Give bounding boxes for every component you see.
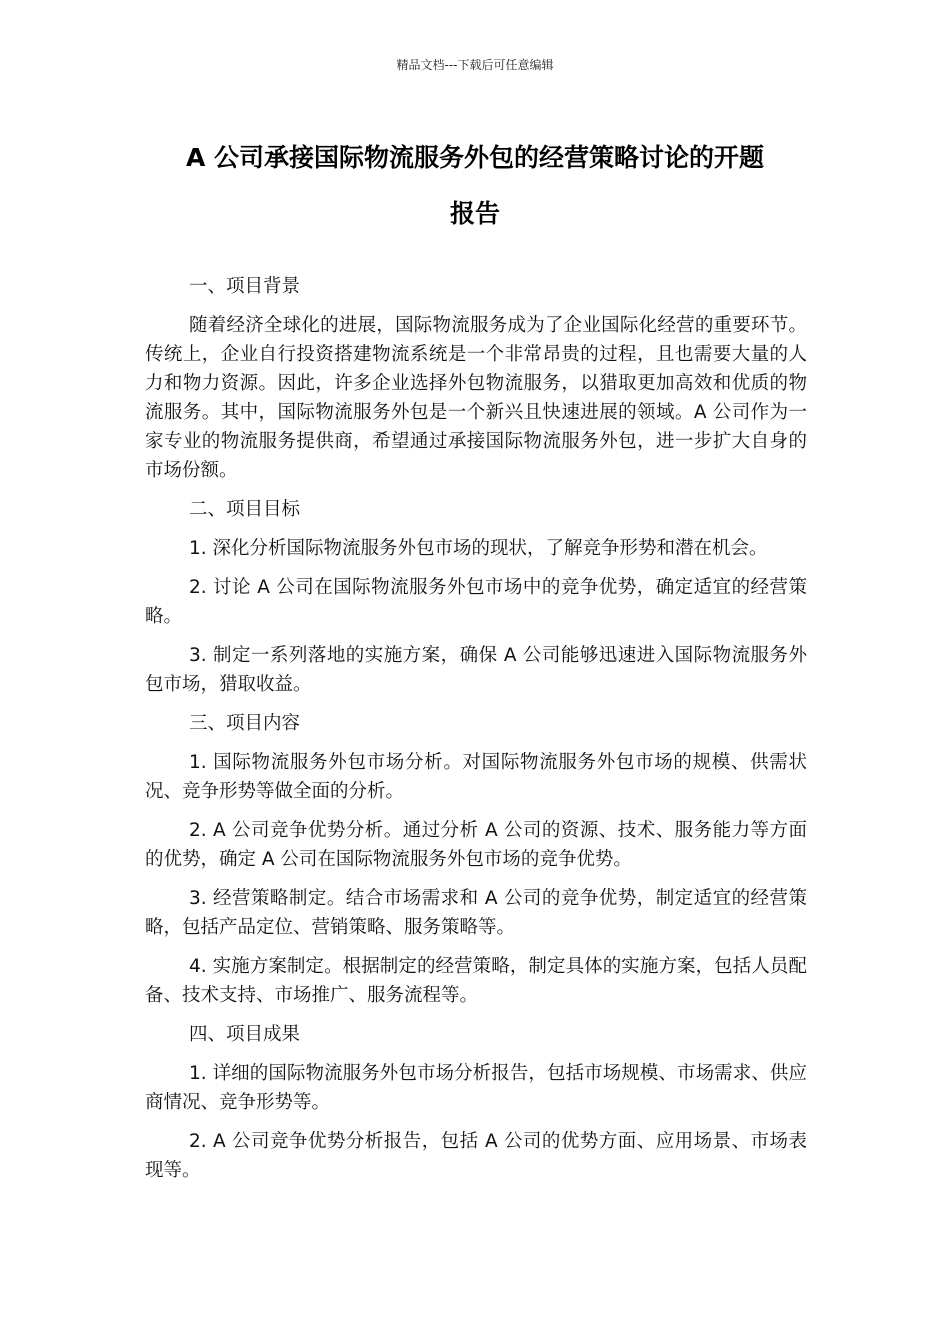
document-body [145, 272, 807, 1195]
paragraph-background: 随着经济全球化的进展，国际物流服务成为了企业国际化经营的重要环节。传统上，企业自行投资搭建物流系统是一个非常昂贵的过程，且也需要大量的人力和物力资源。因此，许多企业选择外包物流服务，以猎取更加高效和优质的物流服务。其中，国际物流服务外包是一个新兴且快速进展的领域。A 公司作为一家专业的物流服务提供商，希望通过承接国际物流服务外包，进一步扩大自身的市场份额。 [145, 315, 807, 481]
content-item-2: 2. A 公司竞争优势分析。通过分析 A 公司的资源、技术、服务能力等方面的优势，确定 A 公司在国际物流服务外包市场的竞争优势。 [145, 820, 807, 870]
content-item-4: 4. 实施方案制定。根据制定的经营策略，制定具体的实施方案，包括人员配备、技术支持、市场推广、服务流程等。 [145, 956, 807, 1006]
result-item-1: 1. 详细的国际物流服务外包市场分析报告，包括市场规模、市场需求、供应商情况、竞争形势等。 [145, 1063, 807, 1113]
section-heading-background: 一、项目背景 [189, 276, 301, 297]
title-line-2: 报告 [449, 199, 500, 228]
result-item-2: 2. A 公司竞争优势分析报告，包括 A 公司的优势方面、应用场景、市场表现等。 [145, 1131, 807, 1181]
objective-item-1: 1. 深化分析国际物流服务外包市场的现状，了解竞争形势和潜在机会。 [189, 538, 768, 559]
section-heading-content: 三、项目内容 [189, 713, 301, 734]
content-item-1: 1. 国际物流服务外包市场分析。对国际物流服务外包市场的规模、供需状况、竞争形势等做全面的分析。 [145, 752, 807, 802]
title-line-1: A 公司承接国际物流服务外包的经营策略讨论的开题 [185, 143, 765, 172]
objective-item-3: 3. 制定一系列落地的实施方案，确保 A 公司能够迅速进入国际物流服务外包市场，猎取收益。 [145, 645, 807, 695]
section-heading-results: 四、项目成果 [189, 1024, 301, 1045]
page-header: 精品文档---下载后可任意编辑 [396, 58, 554, 72]
document-title [140, 130, 810, 242]
section-heading-objectives: 二、项目目标 [189, 499, 301, 520]
content-item-3: 3. 经营策略制定。结合市场需求和 A 公司的竞争优势，制定适宜的经营策略，包括产品定位、营销策略、服务策略等。 [145, 888, 807, 938]
objective-item-2: 2. 讨论 A 公司在国际物流服务外包市场中的竞争优势，确定适宜的经营策略。 [145, 577, 807, 627]
